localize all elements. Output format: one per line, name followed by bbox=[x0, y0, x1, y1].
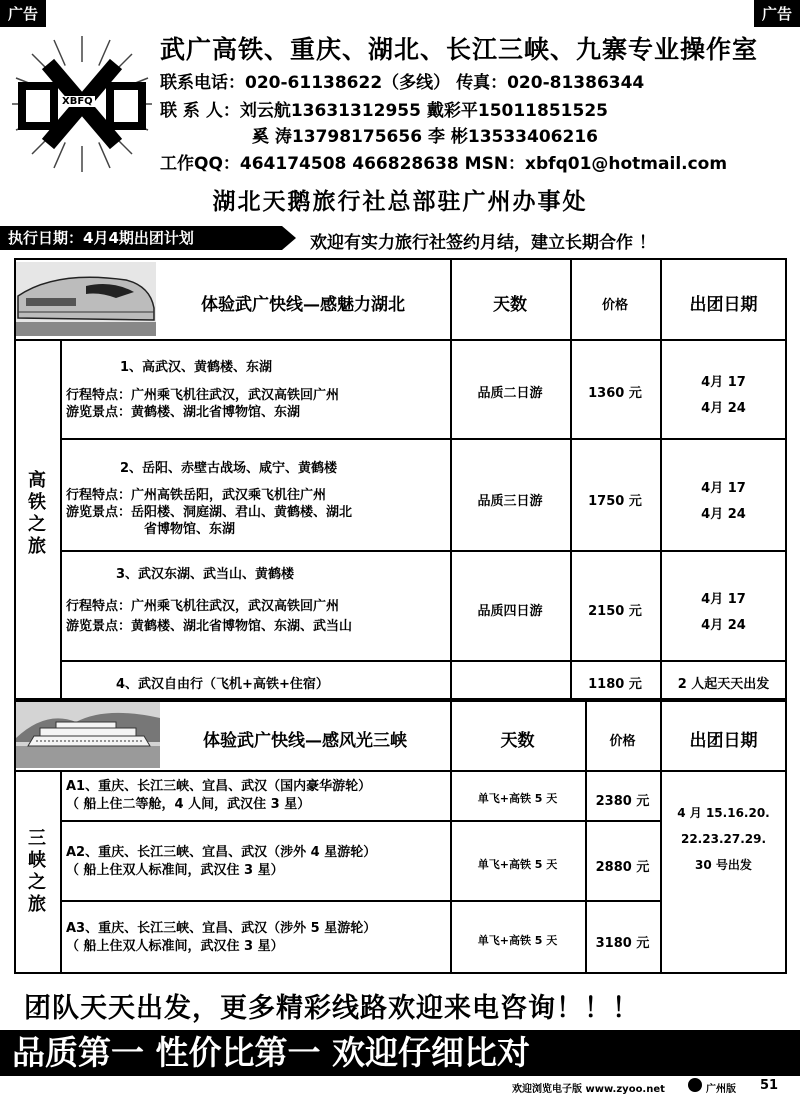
route-2-dates: 4月 17 4月 24 bbox=[701, 481, 746, 522]
route-4-dates: 2 人起天天出发 bbox=[677, 677, 770, 692]
route-1-days: 品质二日游 bbox=[477, 386, 543, 401]
exec-bar bbox=[0, 224, 800, 252]
cruise-a2-price: 2880 元 bbox=[595, 860, 650, 875]
cruise-a1-price: 2380 元 bbox=[595, 794, 650, 809]
header-title: 武广高铁、重庆、湖北、长江三峡、九寨专业操作室 bbox=[160, 35, 759, 64]
route-3-dates: 4月 17 4月 24 bbox=[701, 592, 746, 633]
route-3-days: 品质四日游 bbox=[477, 604, 543, 619]
section1-col-dates: 出团日期 bbox=[689, 295, 758, 315]
section1-col-days: 天数 bbox=[493, 295, 527, 315]
slogan-bar bbox=[0, 1030, 800, 1076]
contact-person-2: 奚 涛13798175656 李 彬13533406216 bbox=[252, 127, 598, 147]
route-1-detail: 行程特点：广州乘飞机往武汉，武汉高铁回广州 游览景点：黄鹤楼、湖北省博物馆、东湖 bbox=[66, 388, 340, 420]
route-1-price: 1360 元 bbox=[588, 386, 642, 401]
page-number: 51 bbox=[760, 1078, 779, 1093]
contact-phone: 联系电话：020-61138622（多线） 传真：020-81386344 bbox=[160, 73, 645, 93]
company-logo bbox=[8, 34, 156, 174]
section2-side-label: 三 峡 之 旅 bbox=[28, 828, 46, 915]
route-2-detail: 行程特点：广州高铁岳阳，武汉乘飞机往广州 游览景点：岳阳楼、洞庭湖、君山、黄鹤楼、湖北 省博物馆、东湖 bbox=[66, 488, 353, 537]
cruise-a3-days: 单飞+高铁 5 天 bbox=[477, 934, 558, 947]
section2-col-days: 天数 bbox=[500, 731, 535, 751]
route-4-title: 4、武汉自由行（飞机+高铁+住宿） bbox=[116, 677, 329, 692]
footer-edition: 广州版 bbox=[706, 1084, 736, 1095]
logo-text: XBFQ bbox=[62, 96, 93, 107]
office-title: 湖北天鹅旅行社总部驻广州办事处 bbox=[212, 189, 588, 215]
cruise-a2-days: 单飞+高铁 5 天 bbox=[477, 858, 558, 871]
cruise-a3: A3、重庆、长江三峡、宜昌、武汉（涉外 5 星游轮） （ 船上住双人标准间，武汉住 3 星） bbox=[66, 921, 377, 954]
section1-side-label: 高 铁 之 旅 bbox=[28, 470, 46, 557]
route-2-price: 1750 元 bbox=[588, 494, 642, 509]
route-3-price: 2150 元 bbox=[588, 604, 642, 619]
route-2-title: 2、岳阳、赤壁古战场、咸宁、黄鹤楼 bbox=[120, 461, 338, 476]
cruise-a2: A2、重庆、长江三峡、宜昌、武汉（涉外 4 星游轮） （ 船上住双人标准间，武汉住 3 星） bbox=[66, 845, 377, 878]
ad-tag-left: 广告 bbox=[0, 0, 46, 27]
cruise-a3-price: 3180 元 bbox=[595, 936, 650, 951]
route-4-price: 1180 元 bbox=[588, 677, 642, 692]
section1-title: 体验武广快线—感魅力湖北 bbox=[201, 295, 405, 315]
section1-col-price: 价格 bbox=[601, 298, 628, 313]
contact-person-1: 联 系 人：刘云航13631312955 戴彩平15011851525 bbox=[160, 101, 608, 121]
route-1-dates: 4月 17 4月 24 bbox=[701, 375, 746, 416]
ad-tag-right: 广告 bbox=[754, 0, 800, 27]
route-1-title: 1、高武汉、黄鹤楼、东湖 bbox=[120, 360, 273, 375]
section2-col-dates: 出团日期 bbox=[689, 731, 758, 751]
route-3-detail: 行程特点：广州乘飞机往武汉，武汉高铁回广州 游览景点：黄鹤楼、湖北省博物馆、东湖、武当山 bbox=[66, 599, 353, 634]
welcome-text: 欢迎有实力旅行社签约月结，建立长期合作 ！ bbox=[310, 233, 656, 253]
section2-title: 体验武广快线—感风光三峡 bbox=[203, 731, 407, 751]
cruise-a1-days: 单飞+高铁 5 天 bbox=[477, 792, 558, 805]
exec-date-label: 执行日期：4月4期出团计划 bbox=[0, 226, 282, 250]
cruise-a1: A1、重庆、长江三峡、宜昌、武汉（国内豪华游轮） （ 船上住二等舱，4 人间，武汉住 3 星） bbox=[66, 779, 372, 812]
cruise-ship-image bbox=[16, 702, 160, 768]
train-image bbox=[16, 262, 156, 336]
slogan-text: 品质第一 性价比第一 欢迎仔细比对 bbox=[12, 1033, 530, 1072]
route-3-title: 3、武汉东湖、武当山、黄鹤楼 bbox=[116, 567, 295, 582]
section2-col-price: 价格 bbox=[609, 734, 636, 749]
contact-qq: 工作QQ：464174508 466828638 MSN：xbfq01@hotmail.com bbox=[160, 154, 728, 174]
footer-logo-icon bbox=[688, 1078, 702, 1092]
cruise-dates: 4 月 15.16.20. 22.23.27.29. 30 号出发 bbox=[677, 806, 770, 872]
route-2-days: 品质三日游 bbox=[477, 494, 543, 509]
footer-url: 欢迎浏览电子版 www.zyoo.net bbox=[512, 1084, 665, 1095]
call-to-action: 团队天天出发，更多精彩线路欢迎来电咨询！！！ bbox=[24, 993, 640, 1024]
